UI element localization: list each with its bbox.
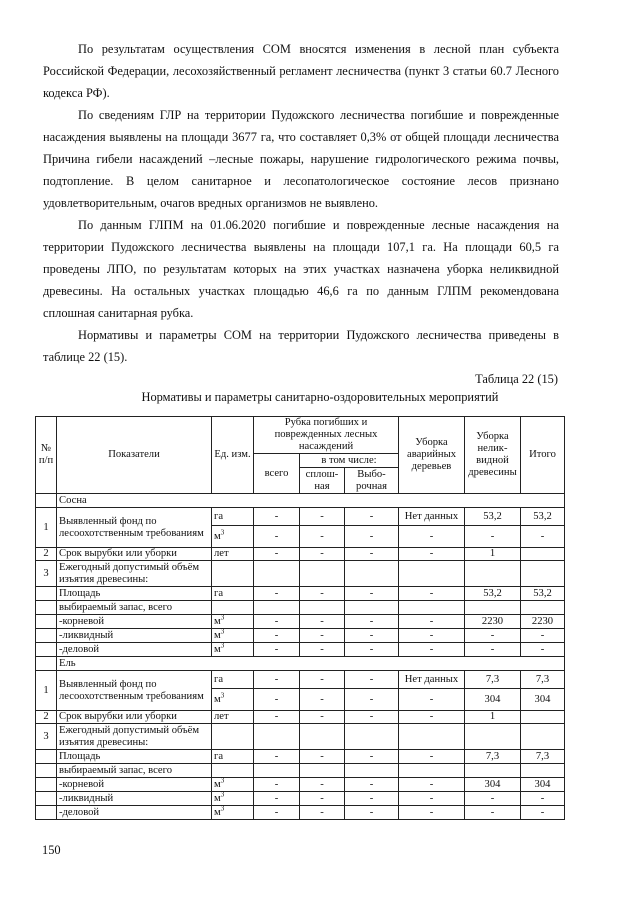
- emergency-cell: Нет данных: [399, 508, 465, 526]
- table-label: Таблица 22 (15): [475, 372, 558, 386]
- row-label: -корневой: [57, 778, 212, 792]
- header-unit: Ед. изм.: [212, 417, 254, 494]
- row-label: выбираемый запас, всего: [57, 764, 212, 778]
- row-num: 2: [36, 711, 57, 724]
- header-incl: в том числе:: [300, 454, 399, 468]
- row-label: -деловой: [57, 643, 212, 657]
- illiquid-cell: 1: [465, 711, 521, 724]
- total-cell: 2230: [521, 615, 565, 629]
- row-label: -деловой: [57, 806, 212, 820]
- row-label: Ежегодный допустимый объём изъятия древесины:: [57, 561, 212, 587]
- row-label: Срок вырубки или уборки: [57, 548, 212, 561]
- total-cell: 304: [521, 689, 565, 711]
- unit-cell: $м^3$: [212, 629, 254, 643]
- row-num: 3: [36, 561, 57, 587]
- row-label: Площадь: [57, 587, 212, 601]
- header-total-sub: всего: [254, 454, 300, 494]
- header-total: Итого: [521, 417, 565, 494]
- unit-cell: $м^3$: [212, 689, 254, 711]
- unit-cell: га: [212, 508, 254, 526]
- row-label: Ежегодный допустимый объём изъятия древесины:: [57, 724, 212, 750]
- unit-cell: га: [212, 671, 254, 689]
- header-indicator: Показатели: [57, 417, 212, 494]
- row-label: -ликвидный: [57, 629, 212, 643]
- header-cutting: Рубка погибших и поврежденных лесных насаждений: [254, 417, 399, 454]
- row-label: -корневой: [57, 615, 212, 629]
- paragraph-3: По данным ГЛПМ на 01.06.2020 погибшие и поврежденные лесные насаждения на территории Пудожского лесничества выявлены на площади 107,1 га. На площади 60,5 га проведены ЛПО, по результатам которых на этих участках назначена уборка неликвидной древесины. На остальных участках площадью 46,6 га по данным ГЛПМ рекомендована сплошная санитарная рубка.: [43, 218, 559, 320]
- unit-cell: га: [212, 750, 254, 764]
- total-cell: 53,2: [521, 587, 565, 601]
- unit-cell: лет: [212, 548, 254, 561]
- table-title: Нормативы и параметры санитарно-оздоровительных мероприятий: [141, 390, 499, 404]
- illiquid-cell: 7,3: [465, 671, 521, 689]
- unit-cell: га: [212, 587, 254, 601]
- illiquid-cell: 53,2: [465, 508, 521, 526]
- row-label: Срок вырубки или уборки: [57, 711, 212, 724]
- total-cell: 53,2: [521, 508, 565, 526]
- header-clear: сплош-ная: [300, 468, 345, 494]
- unit-cell: $м^3$: [212, 615, 254, 629]
- paragraph-1: По результатам осуществления СОМ вносятся изменения в лесной план субъекта Российской Федерации, лесохозяйственный регламент лесничества (пункт 3 статьи 60.7 Лесного кодекса РФ).: [43, 42, 559, 100]
- illiquid-cell: 7,3: [465, 750, 521, 764]
- unit-cell: $м^3$: [212, 778, 254, 792]
- page-number: 150: [42, 843, 61, 857]
- header-illiquid: Уборка нелик-видной древесины: [465, 417, 521, 494]
- total-cell: 7,3: [521, 750, 565, 764]
- row-label: Площадь: [57, 750, 212, 764]
- illiquid-cell: 53,2: [465, 587, 521, 601]
- section-title: Ель: [57, 657, 565, 671]
- paragraph-2: По сведениям ГЛР на территории Пудожского лесничества погибшие и поврежденные насаждения выявлены на площади 3677 га, что составляет 0,3% от общей площади лесничества Причина гибели насаждений –лесные пожары, нарушение гидрологического режима почвы, подтопление. В целом санитарное и лесопатологическое состояние лесов признано удовлетворительным, очагов вредных организмов не выявлено.: [43, 108, 559, 210]
- header-emergency: Уборка аварийных деревьев: [399, 417, 465, 494]
- illiquid-cell: 1: [465, 548, 521, 561]
- unit-cell: $м^3$: [212, 792, 254, 806]
- paragraph-4: Нормативы и параметры СОМ на территории Пудожского лесничества приведены в таблице 22 (15).: [43, 328, 559, 364]
- section-title: Сосна: [57, 494, 565, 508]
- unit-cell: лет: [212, 711, 254, 724]
- row-label: выбираемый запас, всего: [57, 601, 212, 615]
- row-num: 1: [36, 508, 57, 548]
- header-num: № п/п: [36, 417, 57, 494]
- som-table: № п/п Показатели Ед. изм. Рубка погибших и поврежденных лесных насаждений Уборка аварийных деревьев Уборка нелик-видной древесины Итого всего в том числе: сплош-ная Выбо-рочная Сосна 1 Выявленный фонд по лесоохотственным требованиям га - - - Нет данных 53,2 53,2 $м^3$ - - - - - - 2 Срок вырубки или уборки лет - - - - 1 3 Ежегодный допустимый объём изъятия древесины: Площадь га - - - - 53,2 53,2 выбираемый запас, всего -корневой $м^3$ - - - - 2230 2230 -ликвидный $м^3$ - - - - - - -деловой $м^3$ - - - - - - Ель 1 Выявленный фонд по лесоохотственным требованиям га - - - Нет данных 7,3 7,3 $м^3$ - - - - 304 304 2 Срок вырубки или уборки лет - - - - 1 3 Ежегодный допустимый объём изъятия древесины: Площадь га - - - - 7,3 7,3 выбираемый запас, всего -корневой $м^3$ - - - - 304 304 -ликвидный $м^3$ - - - - - - -деловой $м^3$ - - - - - -: [35, 416, 565, 820]
- row-num: 3: [36, 724, 57, 750]
- row-label: Выявленный фонд по лесоохотственным требованиям: [57, 508, 212, 548]
- row-num: 2: [36, 548, 57, 561]
- unit-cell: $м^3$: [212, 806, 254, 820]
- total-cell: 304: [521, 778, 565, 792]
- illiquid-cell: 304: [465, 778, 521, 792]
- illiquid-cell: 2230: [465, 615, 521, 629]
- unit-cell: $м^3$: [212, 643, 254, 657]
- row-num: 1: [36, 671, 57, 711]
- row-label: -ликвидный: [57, 792, 212, 806]
- emergency-cell: Нет данных: [399, 671, 465, 689]
- row-label: Выявленный фонд по лесоохотственным требованиям: [57, 671, 212, 711]
- unit-cell: $м^3$: [212, 526, 254, 548]
- illiquid-cell: 304: [465, 689, 521, 711]
- total-cell: 7,3: [521, 671, 565, 689]
- header-selective: Выбо-рочная: [345, 468, 399, 494]
